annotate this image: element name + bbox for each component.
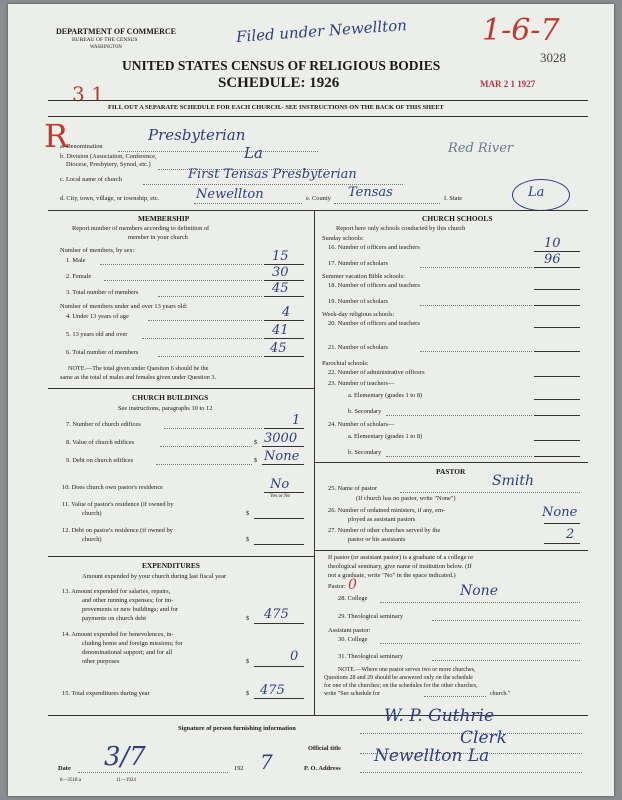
buildings-rule xyxy=(48,388,314,389)
q14-answer: 0 xyxy=(290,649,299,664)
date-label: Date xyxy=(58,765,71,772)
q11-answer-line xyxy=(254,518,304,519)
q24b-answer-line xyxy=(534,456,580,457)
local-name-value: First Tensas Presbyterian xyxy=(188,167,357,182)
q22-answer-line xyxy=(534,376,580,377)
q19-dots xyxy=(420,305,532,306)
q3-answer-line xyxy=(264,296,304,297)
bureau-label: BUREAU OF THE CENSUS xyxy=(72,37,138,43)
q29-label: 29. Theological seminary xyxy=(338,613,404,620)
q3-label: 3. Total number of members xyxy=(66,289,139,296)
q2-answer: 30 xyxy=(272,265,289,280)
q22-label: 22. Number of administrative officers xyxy=(328,369,425,376)
official-title-label: Official title xyxy=(308,745,341,752)
graduate-instruction-2: theological seminary, give name of institution below. (If xyxy=(328,563,472,570)
pastor-note-blank xyxy=(424,696,486,697)
q1-label: 1. Male xyxy=(66,257,86,264)
state-label: f. State xyxy=(444,195,463,202)
q24-label: 24. Number of scholars— xyxy=(328,421,395,428)
po-address-label: P. O. Address xyxy=(304,765,341,772)
pastor-note-2: Questions 28 and 29 should be answered only on the schedule xyxy=(324,675,473,681)
q8-label: 8. Value of church edifices xyxy=(66,439,135,446)
signature-label: Signature of person furnishing information xyxy=(178,725,296,732)
q24a-answer-line xyxy=(534,440,580,441)
county-label: e. County xyxy=(306,195,331,202)
sunday-schools-label: Sunday schools: xyxy=(322,235,364,242)
q13-label: 13. Amount expended for salaries, repairs, xyxy=(62,588,171,595)
q9-label: 9. Debt on church edifices xyxy=(66,457,134,464)
q24b-label: b. Secondary xyxy=(348,449,382,456)
expenditures-intro: Amount expended by your church during last fiscal year xyxy=(82,573,227,580)
q7-dots xyxy=(164,428,262,429)
q26-answer: None xyxy=(542,505,578,520)
q14-label-4: other purposes xyxy=(82,658,120,665)
q17-answer-line xyxy=(534,267,580,268)
q23a-label: a. Elementary (grades 1 to 8) xyxy=(348,392,423,399)
q8-answer: 3000 xyxy=(264,431,298,446)
q27-answer: 2 xyxy=(566,527,575,542)
q25-label: 25. Name of pastor xyxy=(328,485,377,492)
q14-label-2: cluding home and foreign missions; for xyxy=(82,640,183,647)
q28-answer: None xyxy=(460,583,498,599)
q3-dots xyxy=(158,296,262,297)
state-value: La xyxy=(528,185,545,200)
q23a-answer-line xyxy=(534,399,580,400)
graduate-instruction-3: not a graduate, write "No" in the space indicated.) xyxy=(328,572,456,579)
pastor-heading: PASTOR xyxy=(436,467,466,476)
parochial-schools-label: Parochial schools: xyxy=(322,360,369,367)
q9-answer: None xyxy=(264,449,300,464)
schools-heading: CHURCH SCHOOLS xyxy=(422,214,493,223)
q20-label: 20. Number of officers and teachers xyxy=(328,320,420,327)
q9-answer-line xyxy=(262,464,304,465)
q27-answer-line xyxy=(544,543,580,544)
q1-dots xyxy=(100,264,262,265)
denomination-value: Presbyterian xyxy=(148,126,246,144)
q12-label: 12. Debt on pastor's residence (if owned by xyxy=(62,527,173,534)
membership-note: NOTE.—The total given under Question 6 should be the xyxy=(68,365,209,372)
members-by-sex-label: Number of members, by sex: xyxy=(60,247,135,254)
q11-label-2: church) xyxy=(82,510,102,517)
q8-dollar: $ xyxy=(254,439,258,446)
q15-dollar: $ xyxy=(246,690,250,697)
q18-label: 18. Number of officers and teachers xyxy=(328,282,420,289)
membership-note-2: same as the total of males and females given under Question 3. xyxy=(60,374,217,381)
graduate-rule xyxy=(314,550,588,551)
po-address-line xyxy=(360,772,582,773)
membership-intro: Report number of members according to definition of xyxy=(72,225,210,232)
q15-answer: 475 xyxy=(260,683,285,698)
q5-answer-line xyxy=(264,338,304,339)
q13-answer: 475 xyxy=(264,607,289,622)
expenditures-rule xyxy=(48,556,314,557)
pastor-note-5: church." xyxy=(490,691,511,697)
q6-label: 6. Total number of members xyxy=(66,349,139,356)
department-label: DEPARTMENT OF COMMERCE xyxy=(56,27,177,36)
red-mark: R xyxy=(44,117,69,155)
q13-label-4: payments on church debt xyxy=(82,615,147,622)
q4-answer-line xyxy=(264,320,304,321)
city-line xyxy=(194,203,302,204)
q31-label: 31. Theological seminary xyxy=(338,653,404,660)
q6-answer: 45 xyxy=(270,341,287,356)
form-number: 8—3518 a xyxy=(60,778,81,783)
q5-dots xyxy=(142,338,262,339)
fill-instruction: FILL OUT A SEPARATE SCHEDULE FOR EACH CHURCH.- SEE INSTRUCTIONS ON THE BACK OF THIS SHEET xyxy=(108,104,444,111)
po-address-value: Newellton La xyxy=(374,746,490,766)
q21-answer-line xyxy=(534,351,580,352)
summer-schools-label: Summer vacation Bible schools: xyxy=(322,273,405,280)
q4-label: 4. Under 13 years of age xyxy=(66,313,129,320)
q9-dollar: $ xyxy=(254,457,258,464)
buildings-heading: CHURCH BUILDINGS xyxy=(132,393,209,402)
official-title-value: Clerk xyxy=(460,728,507,748)
q17-answer: 96 xyxy=(544,252,561,267)
q28-label: 28. College xyxy=(338,595,368,602)
q23b-dots xyxy=(386,415,532,416)
q8-dots xyxy=(160,446,252,447)
filed-date: 1-6-7 xyxy=(482,13,560,48)
q20-answer-line xyxy=(534,327,580,328)
form-date: 11—1924 xyxy=(116,778,136,783)
q11-dollar: $ xyxy=(246,510,250,517)
q21-label: 21. Number of scholars xyxy=(328,344,388,351)
q2-label: 2. Female xyxy=(66,273,92,280)
q9-dots xyxy=(156,464,252,465)
q23b-label: b. Secondary xyxy=(348,408,382,415)
expenditures-heading: EXPENDITURES xyxy=(142,561,200,570)
q24a-label: a. Elementary (grades 1 to 8) xyxy=(348,433,423,440)
city-label: d. City, town, village, or township, etc. xyxy=(60,195,160,202)
division-note: Red River xyxy=(448,141,514,156)
q10-label: 10. Does church own pastor's residence xyxy=(62,484,163,491)
q28-line xyxy=(380,602,580,603)
census-schedule-form xyxy=(8,4,614,796)
q7-label: 7. Number of church edifices xyxy=(66,421,141,428)
q17-dots xyxy=(420,267,532,268)
q14-label-3: denominational support; and for all xyxy=(82,649,173,656)
q3-answer: 45 xyxy=(272,281,289,296)
yes-no-hint: Yes or No xyxy=(270,494,291,499)
schools-intro: Report here only schools conducted by this church xyxy=(336,225,466,232)
year-prefix: 192 xyxy=(234,765,244,772)
q25-line xyxy=(400,492,580,493)
q16-label: 16. Number of officers and teachers xyxy=(328,244,420,251)
q7-answer: 1 xyxy=(292,413,301,428)
q5-label: 5. 13 years old and over xyxy=(66,331,128,338)
membership-intro-2: member in your church xyxy=(128,234,188,241)
q6-answer-line xyxy=(264,356,304,357)
q4-dots xyxy=(148,320,262,321)
q24b-dots xyxy=(386,456,532,457)
header-rule-top xyxy=(48,100,588,101)
q13-label-2: and other running expenses; for im- xyxy=(82,597,174,604)
q21-dots xyxy=(420,351,532,352)
filed-note: Filed under Newellton xyxy=(235,16,408,46)
denomination-line xyxy=(118,151,318,152)
members-by-age-label: Number of members under and over 13 years old: xyxy=(60,303,188,310)
q19-answer-line xyxy=(534,305,580,306)
received-stamp: MAR 2 1 1927 xyxy=(480,79,536,89)
q1-answer: 15 xyxy=(272,249,289,264)
q30-line xyxy=(380,643,580,644)
q25-note: (If church has no pastor, write "None") xyxy=(356,495,456,502)
pastor-rule xyxy=(314,462,588,463)
q10-answer: No xyxy=(270,477,290,492)
q2-dots xyxy=(104,280,262,281)
signature-value: W. P. Guthrie xyxy=(384,706,495,726)
q27-label-2: pastor or his assistants xyxy=(348,536,406,543)
q8-answer-line xyxy=(262,446,304,447)
county-value: Tensas xyxy=(348,185,393,200)
stamp-number: 3028 xyxy=(540,50,566,65)
city-label: WASHINGTON xyxy=(90,45,122,50)
table-top-rule xyxy=(48,210,588,211)
q26-label-2: ployed as assistant pastors xyxy=(348,516,416,523)
graduate-instruction: If pastor (or assistant pastor) is a graduate of a college or xyxy=(328,554,474,561)
form-title: UNITED STATES CENSUS OF RELIGIOUS BODIES xyxy=(122,58,441,73)
red-number: 3 1 xyxy=(72,82,104,106)
q23b-answer-line xyxy=(534,415,580,416)
pastor-mark: 0 xyxy=(348,577,357,593)
buildings-intro: See instructions, paragraphs 10 to 12 xyxy=(118,405,213,412)
schedule-title: SCHEDULE: 1926 xyxy=(218,75,340,91)
county-line xyxy=(334,203,440,204)
q6-dots xyxy=(158,356,262,357)
q11-label: 11. Value of pastor's residence (if owned by xyxy=(62,501,174,508)
pastor-note-3: for one of the churches; on the schedules for the other churches, xyxy=(324,683,478,689)
q10-answer-line xyxy=(264,492,304,493)
q19-label: 19. Number of scholars xyxy=(328,298,388,305)
q13-dollar: $ xyxy=(246,615,250,622)
q14-label: 14. Amount expended for benevolences, in- xyxy=(62,631,174,638)
pastor-note: NOTE.—Where one pastor serves two or more churches, xyxy=(338,667,476,673)
q15-label: 15. Total expenditures during year xyxy=(62,690,150,697)
denomination-label: a. Denomination xyxy=(60,143,103,150)
q27-label: 27. Number of other churches served by the xyxy=(328,527,441,534)
weekday-schools-label: Week-day religious schools: xyxy=(322,311,395,318)
q14-dollar: $ xyxy=(246,658,250,665)
q12-answer-line xyxy=(254,544,304,545)
pastor-note-4: write "See schedule for xyxy=(324,691,380,697)
city-value: Newellton xyxy=(196,187,264,202)
q13-answer-line xyxy=(254,623,304,624)
header-rule-bottom xyxy=(48,116,588,117)
date-line xyxy=(78,772,228,773)
q25-answer: Smith xyxy=(492,473,534,489)
q5-answer: 41 xyxy=(272,323,289,338)
division-label-2: Diocese, Presbytery, Synod, etc.) xyxy=(66,161,151,168)
division-value: La xyxy=(244,144,263,162)
q4-answer: 4 xyxy=(282,305,291,320)
q31-line xyxy=(432,660,580,661)
division-label: b. Division (Association, Conference, xyxy=(60,153,157,160)
local-name-label: c. Local name of church xyxy=(60,176,122,183)
year-value: 7 xyxy=(260,750,273,774)
q18-answer-line xyxy=(534,289,580,290)
q17-label: 17. Number of scholars xyxy=(328,260,388,267)
membership-heading: MEMBERSHIP xyxy=(138,214,190,223)
date-value: 3/7 xyxy=(104,742,146,772)
q7-answer-line xyxy=(264,428,304,429)
q15-answer-line xyxy=(254,698,304,699)
table-bottom-rule xyxy=(48,715,588,716)
assistant-pastor-label: Assistant pastor: xyxy=(328,627,371,634)
q12-dollar: $ xyxy=(246,536,250,543)
q13-label-3: provements or new buildings; and for xyxy=(82,606,179,613)
q26-answer-line xyxy=(544,523,580,524)
q26-label: 26. Number of ordained ministers, if any, em- xyxy=(328,507,446,514)
q23-label: 23. Number of teachers— xyxy=(328,380,395,387)
pastor-sublabel: Pastor: xyxy=(328,583,346,590)
q16-answer: 10 xyxy=(544,236,561,251)
q30-label: 30. College xyxy=(338,636,368,643)
q29-line xyxy=(432,620,580,621)
q14-answer-line xyxy=(254,666,304,667)
q12-label-2: church) xyxy=(82,536,102,543)
